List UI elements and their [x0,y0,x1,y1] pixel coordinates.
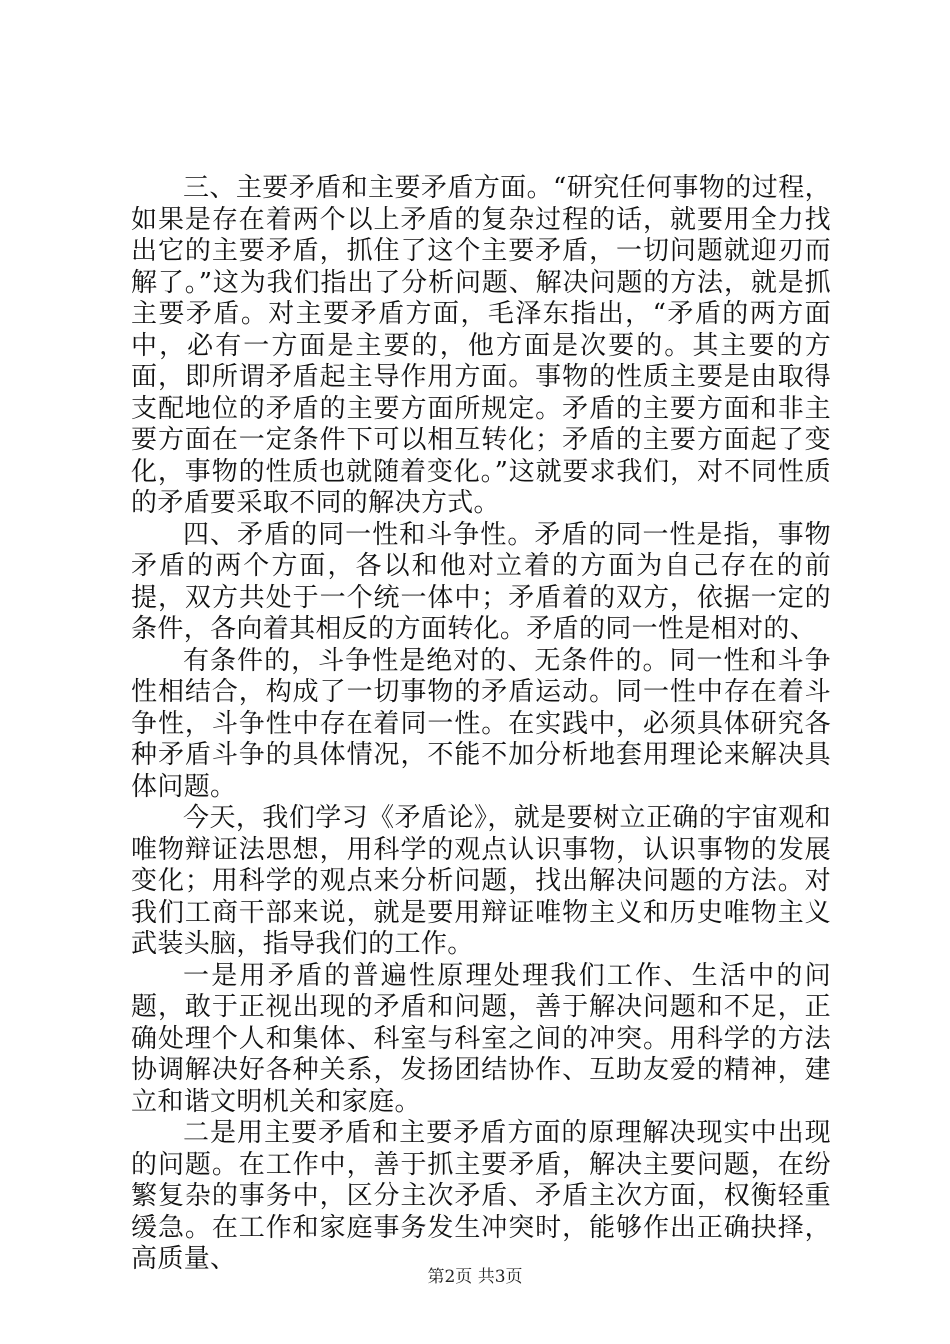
paragraph-identity-struggle: 四、矛盾的同一性和斗争性。矛盾的同一性是指，事物矛盾的两个方面，各以和他对立着的方面为自己存在的前提，双方共处于一个统一体中；矛盾着的双方，依据一定的条件，各向着其相反的方面转化。矛盾的同一性是相对的、 [131,519,831,644]
page-number-footer: 第2页 共3页 [427,1267,523,1287]
paragraph-main-contradiction: 三、主要矛盾和主要矛盾方面。“研究任何事物的过程，如果是存在着两个以上矛盾的复杂过程的话，就要用全力找出它的主要矛盾，抓住了这个主要矛盾，一切问题就迎刃而解了。”这为我们指出了分析问题、解决问题的方法，就是抓主要矛盾。对主要矛盾方面，毛泽东指出，“矛盾的两方面中，必有一方面是主要的，他方面是次要的。其主要的方面，即所谓矛盾起主导作用方面。事物的性质主要是由取得支配地位的矛盾的主要方面所规定。矛盾的主要方面和非主要方面在一定条件下可以相互转化；矛盾的主要方面起了变化，事物的性质也就随着变化。”这就要求我们，对不同性质的矛盾要采取不同的解决方式。 [131,173,831,518]
paragraph-study-significance: 今天，我们学习《矛盾论》，就是要树立正确的宇宙观和唯物辩证法思想，用科学的观点认识事物，认识事物的发展变化；用科学的观点来分析问题，找出解决问题的方法。对我们工商干部来说，就是要用辩证唯物主义和历史唯物主义武装头脑，指导我们的工作。 [131,803,831,959]
paragraph-identity-struggle-continued: 有条件的，斗争性是绝对的、无条件的。同一性和斗争性相结合，构成了一切事物的矛盾运动。同一性中存在着斗争性，斗争性中存在着同一性。在实践中，必须具体研究各种矛盾斗争的具体情况，不能不加分析地套用理论来解决具体问题。 [131,645,831,802]
document-body [131,173,831,1276]
paragraph-point-one: 一是用矛盾的普遍性原理处理我们工作、生活中的问题，敢于正视出现的矛盾和问题，善于解决问题和不足，正确处理个人和集体、科室与科室之间的冲突。用科学的方法协调解决好各种关系，发扬团结协作、互助友爱的精神，建立和谐文明机关和家庭。 [131,960,831,1117]
paragraph-point-two: 二是用主要矛盾和主要矛盾方面的原理解决现实中出现的问题。在工作中，善于抓主要矛盾，解决主要问题，在纷繁复杂的事务中，区分主次矛盾、矛盾主次方面，权衡轻重缓急。在工作和家庭事务发生冲突时，能够作出正确抉择，高质量、 [131,1118,831,1274]
